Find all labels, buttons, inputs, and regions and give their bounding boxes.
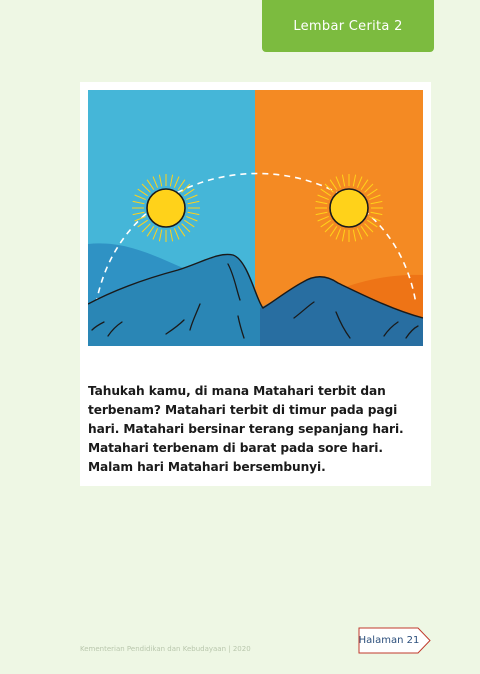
story-card xyxy=(80,82,431,486)
story-sheet-tab-label: Lembar Cerita 2 xyxy=(293,18,403,34)
morning-sun xyxy=(132,174,200,242)
story-text: Tahukah kamu, di mana Matahari terbit dan terbenam? Matahari terbit di timur pada pagi hari. Matahari bersinar terang sepanjang hari. Matahari terbenam di barat pada sore hari. Malam hari Matahari bersembunyi. xyxy=(88,384,404,474)
page-number-label: Halaman 21 xyxy=(358,635,420,646)
evening-sun xyxy=(315,174,383,242)
story-sheet-tab xyxy=(262,0,434,52)
sunrise-sunset-illustration xyxy=(88,90,423,346)
publisher-footer: Kementerian Pendidikan dan Kebudayaan | 2020 xyxy=(80,645,251,653)
page-number-badge xyxy=(358,627,432,654)
